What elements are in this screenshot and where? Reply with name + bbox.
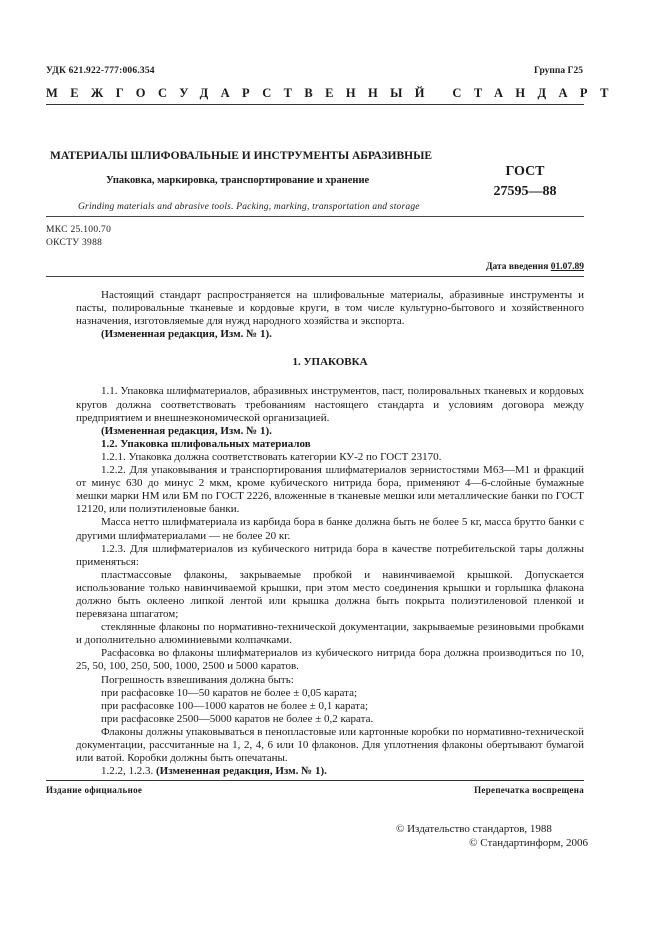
gost-number: 27595—88 (493, 184, 557, 199)
reprint-prohibited-label: Перепечатка воспрещена (474, 785, 584, 795)
mass-paragraph: Масса нетто шлифматериала из карбида бора в банке должна быть не более 5 кг, масса брутто банки с другими шлифматериалами — не более 20 кг. (76, 516, 584, 542)
clause-1-1: 1.1. Упаковка шлифматериалов, абразивных инструментов, паст, полировальных тканевых и кордовых кругов должна соответствовать требованиям настоящего стандарта и условиям договора между предприятием и внешнеэкономической организацией. (76, 385, 584, 424)
udk-code: УДК 621.922-777:006.354 (46, 66, 155, 76)
intro-date-label: Дата введения (485, 262, 549, 272)
date-divider (46, 276, 584, 277)
standard-type-heading: МЕЖГОСУДАРСТВЕННЫЙ СТАНДАРТ (46, 86, 621, 100)
intro-revision-text: (Измененная редакция, Изм. № 1). (101, 328, 272, 341)
header-divider (46, 104, 584, 105)
dosing-paragraph: Расфасовка во флаконы шлифматериалов из кубического нитрида бора должна производиться по 10, 25, 50, 100, 250, 500, 1000, 2500 и 5000 каратов. (76, 647, 584, 673)
copyright-line-1: © Издательство стандартов, 1988 (396, 823, 552, 835)
plastic-vials-paragraph: пластмассовые флаконы, закрываемые пробкой и навинчиваемой крышкой. Допускается использование только навинчиваемой крышки, при этом место соединения крышки и горлышка флакона должно быть оклеено липкой лентой или крышка должна быть покрыта полиэтиленовой пленкой и перевязана шпагатом; (76, 568, 584, 621)
introduction-date (486, 262, 584, 272)
weighing-error-2: при расфасовке 100—1000 каратов не более ± 0,1 карата; (101, 699, 369, 712)
mks-code: МКС 25.100.70 (46, 225, 112, 235)
clause-1-2-title (76, 438, 584, 451)
okstu-code: ОКСТУ 3988 (46, 238, 103, 248)
intro-date-value: 01.07.89 (550, 262, 584, 272)
intro-paragraph: Настоящий стандарт распространяется на шлифовальные материалы, абразивные инструменты и пасты, полировальные тканевые и кордовые круги, в том числе культурно-бытового и хозяйственного назначения, изготовляемые для нужд народного хозяйства и экспорта. (76, 289, 584, 328)
boxes-paragraph: Флаконы должны упаковываться в пенопластовые или картонные коробки по нормативно-технической документации, рассчитанные на 1, 2, 4, 6 или 10 флаконов. Для уплотнения флаконы обертывают бумагой или ватой. Коробки должны быть опечатаны. (76, 725, 584, 765)
clause-1-1-revision-text: (Измененная редакция, Изм. № 1). (101, 424, 272, 437)
document-body (76, 289, 584, 778)
official-edition-label: Издание официальное (46, 785, 143, 795)
section-1-title: 1. УПАКОВКА (292, 356, 368, 369)
final-revision (76, 765, 584, 778)
classification-codes (46, 224, 111, 250)
final-revision-text: (Измененная редакция, Изм. № 1). (156, 765, 327, 778)
clause-1-2-1: 1.2.1. Упаковка должна соответствовать категории КУ-2 по ГОСТ 23170. (101, 450, 442, 463)
clause-1-2-2: 1.2.2. Для упаковывания и транспортирования шлифматериалов зернистостями М63—М1 и фракций от минус 630 до минус 2 мкм, кроме кубического нитрида бора, применяют 4—6-слойные бумажные мешки марки НМ или БМ по ГОСТ 2226, вложенные в тканевые мешки или металлические банки по ГОСТ 12120, или полиэтиленовые банки. (76, 464, 584, 516)
weighing-error-3: при расфасовке 2500—5000 каратов не более ± 0,2 карата. (101, 712, 374, 725)
clause-1-1-revision (76, 425, 584, 438)
final-revision-ref: 1.2.2, 1.2.3. (101, 765, 154, 778)
document-title: МАТЕРИАЛЫ ШЛИФОВАЛЬНЫЕ И ИНСТРУМЕНТЫ АБРАЗИВНЫЕ (50, 150, 433, 162)
english-title: Grinding materials and abrasive tools. Packing, marking, transportation and storage (78, 202, 420, 212)
gost-designation (486, 162, 564, 202)
glass-vials-paragraph: стеклянные флаконы по нормативно-технической документации, закрываемые резиновыми пробками и дополнительно алюминиевыми колпачками. (76, 621, 584, 647)
footer-divider (46, 780, 584, 781)
gost-label: ГОСТ (505, 164, 545, 179)
document-subtitle: Упаковка, маркировка, транспортирование и хранение (106, 175, 370, 186)
clause-1-2-3: 1.2.3. Для шлифматериалов из кубического нитрида бора в качестве потребительской тары должны применяться: (76, 542, 584, 568)
group-code: Группа Г25 (534, 66, 583, 76)
intro-revision (76, 328, 584, 341)
title-divider (46, 216, 584, 217)
weighing-error-paragraph: Погрешность взвешивания должна быть: (101, 673, 294, 686)
weighing-error-1: при расфасовке 10—50 каратов не более ± 0,05 карата; (101, 686, 358, 699)
clause-1-2-title-text: 1.2. Упаковка шлифовальных материалов (101, 437, 311, 450)
copyright-block (396, 822, 588, 850)
copyright-line-2: © Стандартинформ, 2006 (469, 837, 588, 849)
